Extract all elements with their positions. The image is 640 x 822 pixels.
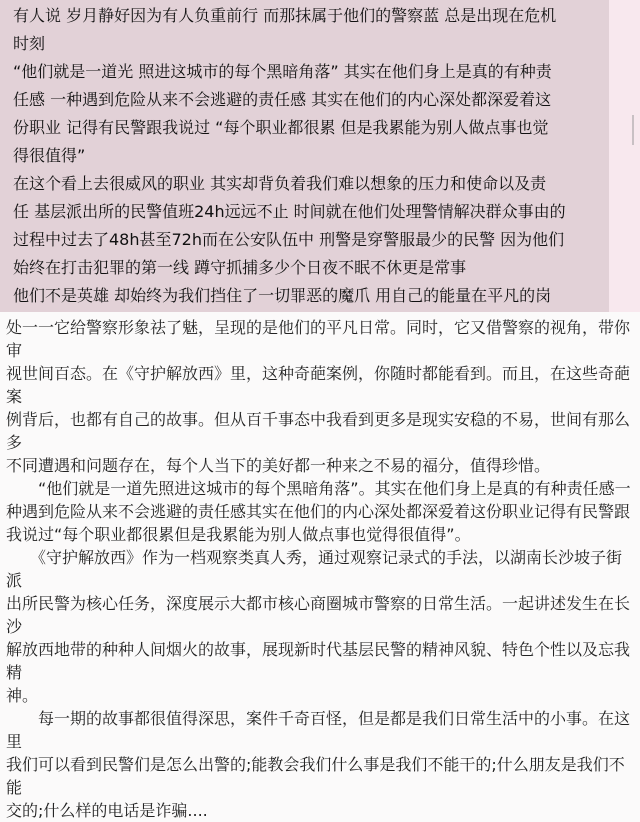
document-text-line: 种遇到危险从来不会逃避的责任感其实在他们的内心深处都深爱着这份职业记得有民警跟 bbox=[6, 502, 631, 521]
document-body bbox=[6, 316, 634, 822]
overlay-text-line: 始终在打击犯罪的第一线 蹲守抓捕多少个日夜不眠不休更是常事 bbox=[13, 258, 467, 277]
document-text-line: 我们可以看到民警们是怎么出警的;能教会我们什么事是我们不能干的;什么朋友是我们不能 bbox=[6, 755, 625, 797]
overlay-text-line: 在这个看上去很威风的职业 其实却背负着我们难以想象的压力和使命以及责 bbox=[13, 174, 547, 193]
document-text-line: 视世间百态。在《守护解放西》里，这种奇葩案例，你随时都能看到。而且，在这些奇葩案 bbox=[6, 364, 631, 406]
document-text-line: 例背后，也都有自己的故事。但从百千事态中我看到更多是现实安稳的不易，世间有那么多 bbox=[6, 410, 631, 452]
overlay-text-line: 份职业 记得有民警跟我说过 “每个职业都很累 但是我累能为别人做点事也觉 bbox=[13, 118, 549, 137]
overlay-text-line: 有人说 岁月静好因为有人负重前行 而那抹属于他们的警察蓝 总是出现在危机 bbox=[13, 6, 557, 25]
overlay-text-line: 他们不是英雄 却始终为我们挡住了一切罪恶的魔爪 用自己的能量在平凡的岗 bbox=[13, 286, 552, 305]
document-text-line: 不同遭遇和问题存在，每个人当下的美好都一种来之不易的福分，值得珍惜。 bbox=[6, 456, 551, 475]
overlay-text-line: 过程中过去了48h甚至72h而在公安队伍中 刑警是穿警服最少的民警 因为他们 bbox=[13, 230, 565, 249]
document-text-line: 出所民警为核心任务，深度展示大都市核心商圈城市警察的日常生活。一起讲述发生在长沙 bbox=[6, 594, 631, 636]
overlay-text-line: 任 基层派出所的民警值班24h远远不止 时间就在他们处理警情解决群众事由的 bbox=[13, 202, 566, 221]
document-text-line: 处一一它给警察形象祛了魅，呈现的是他们的平凡日常。同时，它又借警察的视角，带你审 bbox=[6, 318, 631, 360]
overlay-text-line: 时刻 bbox=[13, 34, 46, 53]
document-text-line: 《守护解放西》作为一档观察类真人秀，通过观察记录式的手法，以湖南长沙坡子街派 bbox=[6, 548, 623, 590]
document-text-line: 我说过“每个职业都很累但是我累能为别人做点事也觉得很值得”。 bbox=[6, 525, 471, 544]
document-text-line: 每一期的故事都很值得深思，案件千奇百怪，但是都是我们日常生活中的小事。在这里 bbox=[6, 709, 631, 751]
document-text-line: 解放西地带的种种人间烟火的故事，展现新时代基层民警的精神风貌、特色个性以及忘我精 bbox=[6, 640, 631, 682]
document-text-line: “他们就是一道先照进这城市的每个黑暗角落”。其实在他们身上是真的有种责任感一 bbox=[6, 479, 631, 498]
overlay-text-line: “他们就是一道光 照进这城市的每个黑暗角落” 其实在他们身上是真的有种责 bbox=[13, 62, 552, 81]
quote-overlay-panel bbox=[0, 0, 609, 312]
document-text-line: 神。 bbox=[6, 686, 39, 705]
scroll-edge-mark bbox=[632, 115, 634, 145]
overlay-text-line: 任感 一种遇到危险从来不会逃避的责任感 其实在他们的内心深处都深爱着这 bbox=[13, 90, 552, 109]
document-text-line: 交的;什么样的电话是诈骗.... bbox=[6, 801, 208, 820]
overlay-text-line: 得很值得” bbox=[13, 146, 86, 165]
